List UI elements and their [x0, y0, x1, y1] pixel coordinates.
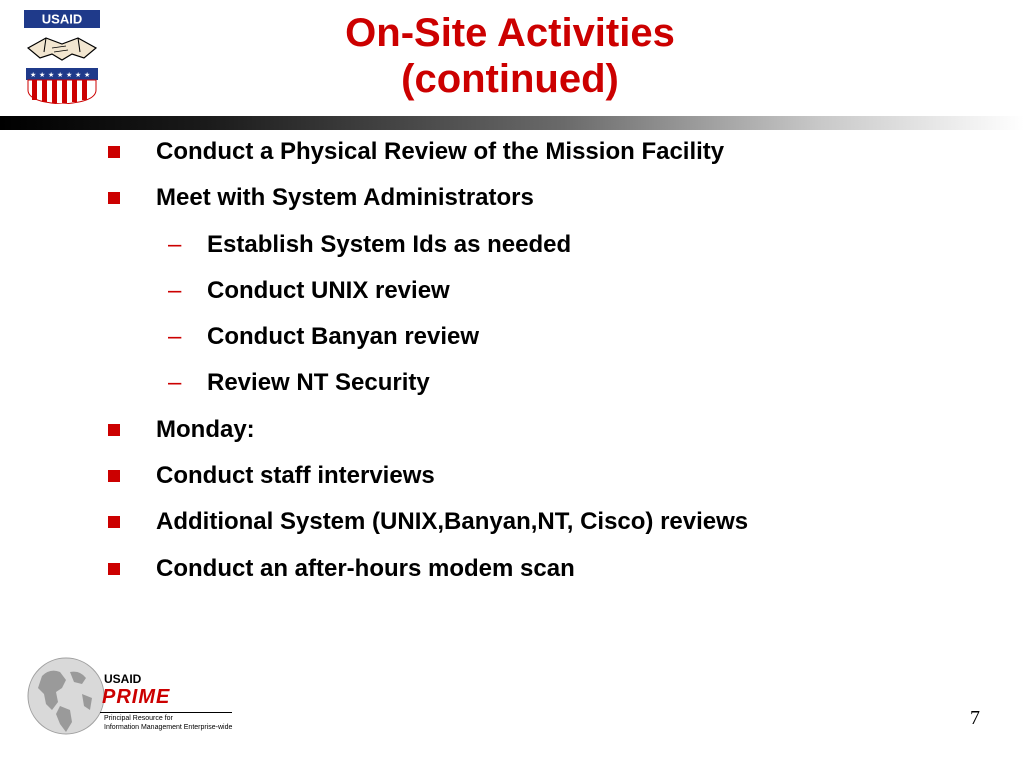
- sub-bullet-item: [0, 364, 1024, 410]
- square-bullet-icon: [108, 424, 120, 436]
- square-bullet-icon: [108, 146, 120, 158]
- footer-prime-logo: [26, 654, 246, 744]
- dash-bullet-icon: –: [168, 369, 182, 397]
- svg-text:★: ★: [30, 71, 37, 79]
- title-divider: [0, 116, 1024, 130]
- slide-title: [180, 10, 840, 102]
- bullet-item: [0, 179, 1024, 225]
- slide-title-line2: (continued): [401, 57, 619, 101]
- dash-bullet-icon: –: [168, 230, 182, 258]
- svg-text:★: ★: [57, 71, 64, 79]
- bullet-item: [0, 133, 1024, 179]
- slide-title-line1: On-Site Activities: [345, 11, 675, 55]
- bullet-item: [0, 457, 1024, 503]
- dash-bullet-icon: –: [168, 276, 182, 304]
- bullet-text: Conduct staff interviews: [156, 462, 435, 490]
- footer-logo-prime: PRIME: [102, 686, 171, 708]
- footer-tagline-line1: Principal Resource for: [104, 715, 173, 722]
- bullet-item: [0, 503, 1024, 549]
- sub-bullet-text: Review NT Security: [207, 369, 430, 397]
- dash-bullet-icon: –: [168, 323, 182, 351]
- svg-text:★: ★: [39, 71, 46, 79]
- bullet-text: Additional System (UNIX,Banyan,NT, Cisco) reviews: [156, 508, 749, 536]
- sub-bullet-item: [0, 226, 1024, 272]
- bullet-text: Conduct an after-hours modem scan: [156, 554, 575, 582]
- bullet-text: Conduct a Physical Review of the Mission Facility: [156, 138, 725, 165]
- bullet-text: Monday:: [156, 415, 255, 443]
- globe-icon: [26, 654, 106, 738]
- square-bullet-icon: [108, 563, 120, 575]
- sub-bullet-text: Establish System Ids as needed: [207, 230, 572, 258]
- sub-bullet-text: Conduct UNIX review: [207, 276, 450, 304]
- square-bullet-icon: [108, 192, 120, 204]
- bullet-item: [0, 411, 1024, 457]
- sub-bullet-text: Conduct Banyan review: [207, 323, 480, 351]
- sub-bullet-item: [0, 272, 1024, 318]
- bullet-text: Meet with System Administrators: [156, 184, 534, 212]
- sub-bullet-item: [0, 318, 1024, 364]
- square-bullet-icon: [108, 516, 120, 528]
- svg-text:★: ★: [66, 71, 73, 79]
- logo-text: USAID: [41, 11, 83, 27]
- footer-tagline-line2: Information Management Enterprise-wide: [104, 724, 233, 731]
- bullet-list: [0, 133, 1024, 596]
- footer-logo-divider: [100, 712, 232, 713]
- svg-text:★: ★: [75, 71, 82, 79]
- square-bullet-icon: [108, 470, 120, 482]
- svg-text:★: ★: [48, 71, 55, 79]
- usaid-handshake-logo: [22, 8, 102, 104]
- footer-logo-usaid: USAID: [104, 672, 142, 686]
- svg-text:★: ★: [84, 71, 91, 79]
- bullet-item: [0, 550, 1024, 596]
- page-number: 7: [970, 707, 980, 729]
